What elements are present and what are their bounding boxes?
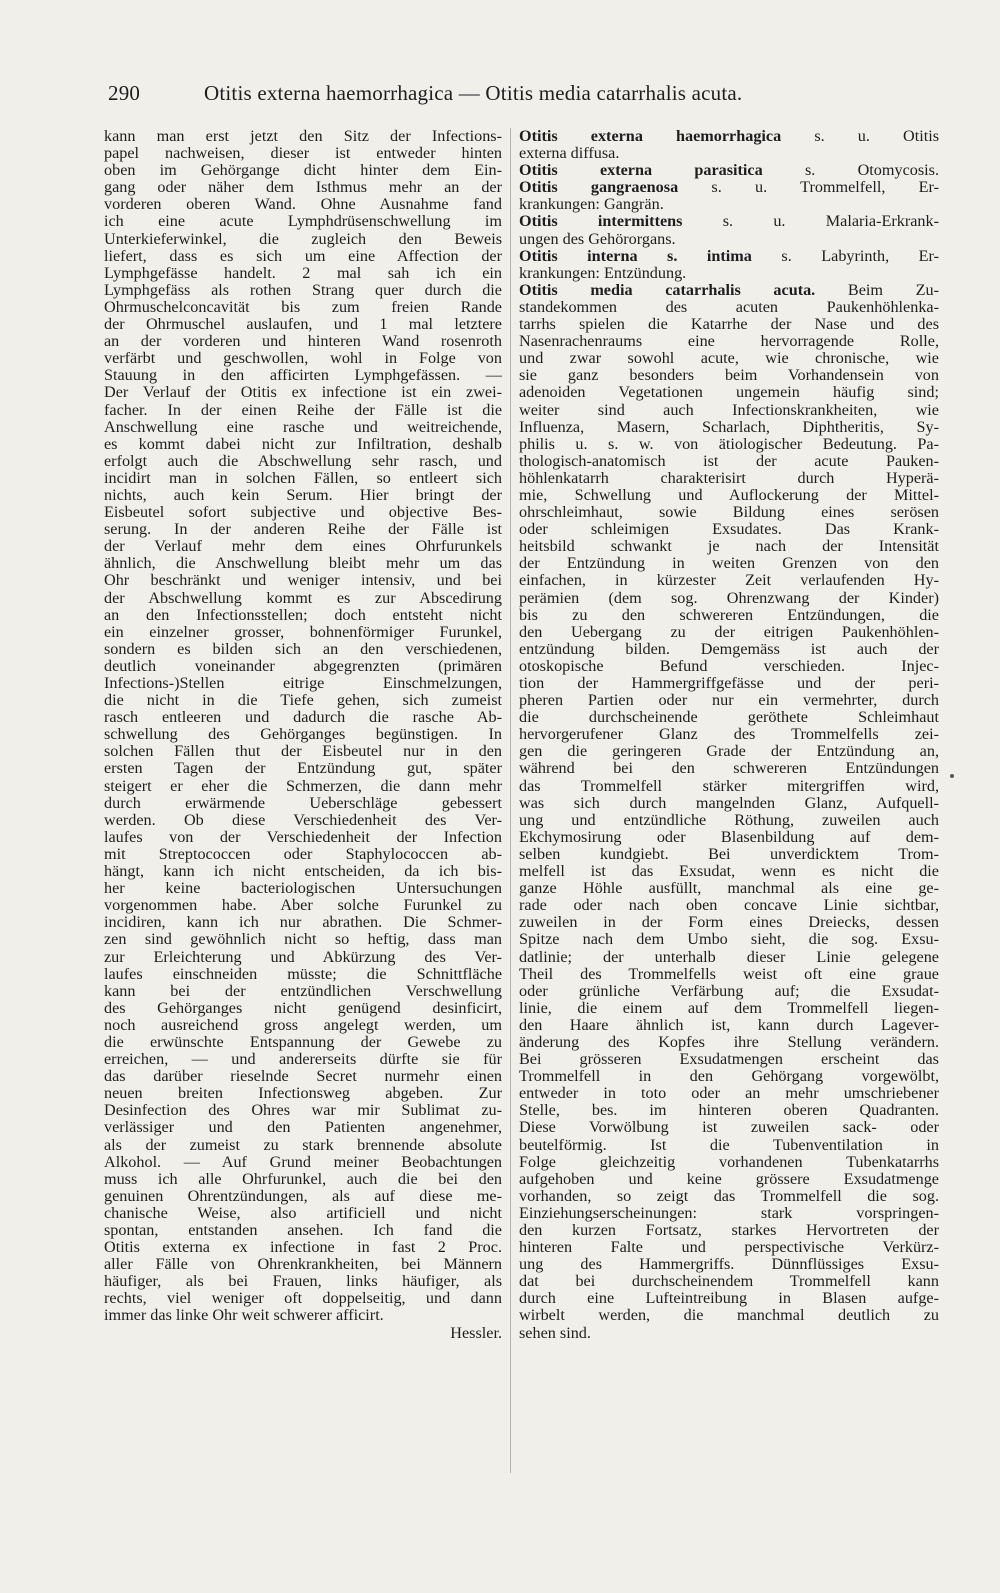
text-line xyxy=(519,402,939,419)
author-signature: Hessler. xyxy=(450,1323,502,1342)
entry-text: hervorgerufener Glanz des Trommelfells zei- xyxy=(519,725,939,744)
text-line: gang oder näher dem Isthmus mehr an der xyxy=(104,178,502,197)
entry-text: dat bei durchscheinendem Trommelfell kann xyxy=(519,1272,939,1291)
text-line: steigert er eher die Schmerzen, die dann mehr xyxy=(104,776,502,795)
text-line xyxy=(519,760,939,777)
text-line: Otitis externa ex infectione in fast 2 Proc. xyxy=(104,1238,502,1257)
entry-text: ung des Hammergriffs. Dünnflüssiges Exsu- xyxy=(519,1255,939,1274)
entry-text: oder schleimigen Exsudates. Das Krank- xyxy=(519,520,939,539)
entry-text: linie, die einem auf dem Trommelfell liegen- xyxy=(519,998,939,1017)
text-line: papel nachweisen, dieser ist entweder hinten xyxy=(104,144,502,163)
text-line: zur Erleichterung und Abkürzung des Ver- xyxy=(104,947,502,966)
text-line: muss ich alle Ohrfurunkel, auch die bei den xyxy=(104,1169,502,1188)
text-line xyxy=(519,897,939,914)
text-line xyxy=(519,829,939,846)
entry-text: Ekchymosirung oder Blasenbildung auf dem- xyxy=(519,827,939,846)
entry-text: vorhanden, so zeigt das Trommelfell die sog. xyxy=(519,1186,939,1205)
entry-line xyxy=(519,128,939,145)
text-line xyxy=(519,1222,939,1239)
entry-text: rade oder nach oben concave Linie sichtbar, xyxy=(519,896,939,915)
text-line: Anschwellung eine rasche und weitreichende, xyxy=(104,417,502,436)
entry-text: Spitze nach dem Umbo sieht, die sog. Exsu- xyxy=(519,930,939,949)
entry-text: Influenza, Masern, Scharlach, Diphtheritis, Sy- xyxy=(519,417,939,436)
text-line xyxy=(519,1137,939,1154)
text-line: kann man erst jetzt den Sitz der Infections- xyxy=(104,127,502,145)
entry-line xyxy=(519,213,939,230)
text-line xyxy=(519,521,939,538)
text-line: zen sind gewöhnlich nicht so heftig, dass man xyxy=(104,930,502,949)
entry-line xyxy=(519,179,939,196)
entry-text: otoskopische Befund verschieden. Injec- xyxy=(519,656,939,675)
entry-text: aufgehoben und keine grössere Exsudatmenge xyxy=(519,1169,939,1188)
text-line: vorderen oberen Wand. Ohne Ausnahme fand xyxy=(104,195,502,214)
entry-text: Folge gleichzeitig vorhandenen Tubenkatarrhs xyxy=(519,1152,939,1171)
entry-text: datlinie; der unterhalb dieser Linie gelegene xyxy=(519,947,939,966)
entry-text: gen die geringeren Grade der Entzündung an, xyxy=(519,742,939,761)
entry-text: tarrhs spielen die Katarrhe der Nase und des xyxy=(519,315,939,334)
entry-text: tion der Hammergriffgefässe und der peri- xyxy=(519,674,939,692)
entry-text: pheren Partien oder nur ein vermehrter, durch xyxy=(519,691,939,710)
text-line: als der zumeist zu stark brennende absolute xyxy=(104,1135,502,1154)
text-line xyxy=(519,1051,939,1068)
text-line: laufes von der Verschiedenheit der Infection xyxy=(104,827,502,846)
text-line: verlässiger und den Patienten angenehmer, xyxy=(104,1118,502,1137)
text-line: deutlich voneinander abgegrenzten (primären xyxy=(104,656,502,675)
entry-heading: Otitis gangraenosa xyxy=(519,178,679,197)
entry-text: s. Otomycosis. xyxy=(762,161,939,180)
text-line xyxy=(519,675,939,692)
entry-line xyxy=(519,282,939,299)
text-line: Lymphgefässe handelt. 2 mal sah ich ein xyxy=(104,263,502,282)
text-line xyxy=(519,1205,939,1222)
text-line: solchen Fällen thut der Eisbeutel nur in den xyxy=(104,742,502,761)
text-line: ersten Tagen der Entzündung gut, später xyxy=(104,759,502,778)
entry-text: Beim Zu- xyxy=(815,280,939,299)
text-line: es kommt dabei nicht zur Infiltration, deshalb xyxy=(104,434,502,453)
text-line xyxy=(519,914,939,931)
text-line: facher. In der einen Reihe der Fälle ist die xyxy=(104,400,502,419)
text-line: rechts, viel weniger oft doppelseitig, und dann xyxy=(104,1289,502,1308)
text-line xyxy=(519,333,939,350)
text-line: ein einzelner grosser, bohnenförmiger Furunkel, xyxy=(104,622,502,641)
page-number: 290 xyxy=(108,81,141,105)
entry-text: heitsbild schwankt je nach der Intensität xyxy=(519,537,939,556)
entry-heading: Otitis intermittens xyxy=(519,212,683,231)
text-line: das darüber rieselnde Secret nurmehr einen xyxy=(104,1067,502,1086)
entry-text: den kurzen Fortsatz, starkes Hervortreten der xyxy=(519,1221,939,1239)
text-line xyxy=(519,1102,939,1119)
text-line xyxy=(519,1171,939,1188)
text-line: chanische Weise, also artificiell und nicht xyxy=(104,1203,502,1222)
text-line xyxy=(519,931,939,948)
entry-text: durch eine Lufteintreibung in Blasen aufge- xyxy=(519,1289,939,1308)
entry-text: beutelförmig. Ist die Tubenventilation in xyxy=(519,1135,939,1154)
print-speck xyxy=(950,774,954,778)
text-line: incidirt man in solchen Fällen, so entleert sich xyxy=(104,468,502,487)
text-line: an den Infectionsstellen; doch entsteht nicht xyxy=(104,605,502,624)
text-line xyxy=(519,538,939,555)
entry-text: wirbelt werden, die manchmal deutlich zu xyxy=(519,1306,939,1325)
entry-text: der Entzündung in weiten Grenzen von den xyxy=(519,554,939,573)
text-line: aller Fälle von Ohrenkrankheiten, bei Männern xyxy=(104,1255,502,1274)
entry-text: thologisch-anatomisch ist der acute Pauken- xyxy=(519,451,939,470)
text-line xyxy=(519,795,939,812)
text-line xyxy=(519,863,939,880)
text-line xyxy=(519,1273,939,1290)
text-line: Infections-)Stellen eitrige Einschmelzungen, xyxy=(104,674,502,692)
text-line xyxy=(519,983,939,1000)
text-line xyxy=(519,692,939,709)
text-line xyxy=(519,487,939,504)
entry-text: Trommelfell in den Gehörgang vorgewölbt, xyxy=(519,1067,939,1086)
text-line xyxy=(519,1325,939,1342)
entry-heading: Otitis externa haemorrhagica xyxy=(519,127,782,145)
text-line xyxy=(519,572,939,589)
entry-text: krankungen: Entzündung. xyxy=(519,263,687,282)
text-line: serung. In der anderen Reihe der Fälle ist xyxy=(104,520,502,539)
entry-text: den Uebergang zu der eitrigen Paukenhöhlen- xyxy=(519,622,939,641)
text-line xyxy=(519,1000,939,1017)
text-line xyxy=(519,743,939,760)
text-line: noch ausreichend gross angelegt werden, um xyxy=(104,1015,502,1034)
text-line xyxy=(519,1017,939,1034)
text-line: schwellung des Gehörganges begünstigen. In xyxy=(104,725,502,744)
entry-text: Nasenrachenraums eine hervorragende Rolle, xyxy=(519,332,939,351)
text-line: neuen breiten Infectionsweg abgeben. Zur xyxy=(104,1084,502,1103)
entry-text: Bei grösseren Exsudatmengen erscheint das xyxy=(519,1050,939,1069)
text-line: her keine bacteriologischen Untersuchungen xyxy=(104,879,502,898)
entry-text: weiter sind auch Infectionskrankheiten, wie xyxy=(519,400,939,419)
text-line: der Ohrmuschel auslaufen, und 1 mal letztere xyxy=(104,315,502,334)
text-line xyxy=(519,812,939,829)
text-line: Der Verlauf der Otitis ex infectione ist ein zwei- xyxy=(104,383,502,402)
entry-text: selben kundgiebt. Bei unverdicktem Trom- xyxy=(519,844,939,863)
text-line xyxy=(519,145,939,162)
text-line xyxy=(519,504,939,521)
text-line: oben im Gehörgange dicht hinter dem Ein- xyxy=(104,161,502,180)
text-line xyxy=(519,265,939,282)
text-line xyxy=(519,299,939,316)
text-line: durch erwärmende Ueberschläge gebessert xyxy=(104,793,502,812)
text-line: die erwünschte Entspannung der Gewebe zu xyxy=(104,1032,502,1051)
text-line: Unterkieferwinkel, die zugleich den Beweis xyxy=(104,229,502,248)
entry-text: melfell ist das Exsudat, wenn es nicht die xyxy=(519,862,939,881)
text-line xyxy=(519,316,939,333)
text-line xyxy=(519,453,939,470)
text-line: die nicht in die Tiefe gehen, sich zumeist xyxy=(104,691,502,710)
entry-text: Stelle, bes. im hinteren oberen Quadranten. xyxy=(519,1101,939,1120)
text-line: rasch entleeren und dadurch die rasche Ab- xyxy=(104,708,502,727)
text-line: hängt, kann ich nicht entscheiden, da ich bis- xyxy=(104,862,502,881)
entry-text: s. u. Otitis xyxy=(781,127,940,145)
text-line: der Verlauf mehr dem eines Ohrfurunkels xyxy=(104,537,502,556)
text-line xyxy=(519,196,939,213)
entry-text: und zwar sowohl acute, wie chronische, wie xyxy=(519,349,939,368)
entry-text: das Trommelfell stärker mitergriffen wird, xyxy=(519,776,939,795)
entry-text: entweder in toto oder an mehr umschriebener xyxy=(519,1084,939,1103)
entry-text: s. u. Malaria-Erkrank- xyxy=(682,212,939,231)
left-column xyxy=(104,128,502,1342)
text-line xyxy=(519,1239,939,1256)
entry-text: sehen sind. xyxy=(519,1323,591,1342)
text-line xyxy=(519,949,939,966)
text-line xyxy=(519,1188,939,1205)
text-line xyxy=(519,1085,939,1102)
text-line xyxy=(519,966,939,983)
text-line xyxy=(519,1119,939,1136)
text-line: spontan, entstanden ansehen. Ich fand die xyxy=(104,1221,502,1239)
text-line xyxy=(519,1068,939,1085)
entry-text: den Haare ähnlich ist, kann durch Lagever- xyxy=(519,1015,939,1034)
entry-text: philis u. s. w. von ätiologischer Bedeutung. Pa- xyxy=(519,434,939,453)
entry-line xyxy=(519,248,939,265)
entry-heading: Otitis externa parasitica xyxy=(519,161,763,180)
text-line: sondern es bilden sich an den verschiedenen, xyxy=(104,639,502,658)
text-line: genuinen Ohrentzündungen, als auf diese me- xyxy=(104,1186,502,1205)
entry-text: oder grünliche Verfärbung auf; die Exsudat- xyxy=(519,981,939,1000)
text-line xyxy=(519,555,939,572)
entry-text: entzündung bilden. Demgemäss ist auch der xyxy=(519,639,939,658)
text-line: Lymphgefäss als rothen Strang quer durch die xyxy=(104,280,502,299)
column-divider xyxy=(510,128,511,1473)
entry-text: adenoiden Vegetationen ungemein häufig sind; xyxy=(519,383,939,402)
text-line xyxy=(519,419,939,436)
entry-text: Theil des Trommelfells weist oft eine graue xyxy=(519,964,939,983)
entry-text: während bei den schwereren Entzündungen xyxy=(519,759,939,778)
text-line xyxy=(519,607,939,624)
text-line: ähnlich, die Anschwellung bleibt mehr um das xyxy=(104,554,502,573)
entry-text: perämien (dem sog. Ohrenzwang der Kinder) xyxy=(519,588,939,607)
entry-text: was sich durch mangelnden Glanz, Aufquell- xyxy=(519,793,939,812)
text-line xyxy=(519,709,939,726)
text-line xyxy=(519,1290,939,1307)
text-line: nichts, auch kein Serum. Hier bringt der xyxy=(104,485,502,504)
text-line: ich eine acute Lymphdrüsenschwellung im xyxy=(104,212,502,231)
text-line xyxy=(519,778,939,795)
entry-text: s. u. Trommelfell, Er- xyxy=(678,178,940,197)
entry-text: mie, Schwellung und Auflockerung der Mittel- xyxy=(519,485,939,504)
text-line: an der vorderen und hinteren Wand rosenroth xyxy=(104,332,502,351)
entry-line xyxy=(519,162,939,179)
entry-text: ung und entzündliche Röthung, zuweilen auch xyxy=(519,810,939,829)
text-line xyxy=(519,624,939,641)
text-line: mit Streptococcen oder Staphylococcen ab- xyxy=(104,844,502,863)
text-line xyxy=(519,470,939,487)
entry-text: krankungen: Gangrän. xyxy=(519,195,664,214)
text-line xyxy=(519,726,939,743)
entry-text: Einziehungserscheinungen: stark vorspringen- xyxy=(519,1203,939,1222)
entry-text: ohrschleimhaut, sowie Bildung eines serösen xyxy=(519,503,939,522)
text-line xyxy=(519,1307,939,1324)
text-line: incidiren, kann ich nur abrathen. Die Schmer- xyxy=(104,913,502,932)
text-line: verfärbt und geschwollen, wohl in Folge von xyxy=(104,349,502,368)
text-line xyxy=(519,1256,939,1273)
text-line xyxy=(519,350,939,367)
text-line: häufiger, als bei Frauen, links häufiger, als xyxy=(104,1272,502,1291)
entry-text: externa diffusa. xyxy=(519,144,620,163)
entry-text: sie ganz besonders beim Vorhandensein von xyxy=(519,366,939,385)
running-title: Otitis externa haemorrhagica — Otitis media catarrhalis acuta. xyxy=(204,81,743,105)
text-line xyxy=(519,436,939,453)
entry-text: s. Labyrinth, Er- xyxy=(751,246,939,265)
text-line: laufes einschneiden müsste; die Schnittfläche xyxy=(104,964,502,983)
text-line: erreichen, — und andererseits dürfte sie für xyxy=(104,1050,502,1069)
entry-text: die durchscheinende geröthete Schleimhaut xyxy=(519,708,939,727)
text-line xyxy=(519,384,939,401)
entry-text: hinteren Falte und perspectivische Verkürz- xyxy=(519,1238,939,1257)
entry-text: Diese Vorwölbung ist zuweilen sack- oder xyxy=(519,1118,939,1137)
right-column xyxy=(519,128,939,1342)
text-line: Eisbeutel sofort subjective und objective Bes- xyxy=(104,503,502,522)
text-line: immer das linke Ohr weit schwerer afficirt. xyxy=(104,1306,384,1325)
entry-heading: Otitis interna s. intima xyxy=(519,246,752,265)
text-line: werden. Ob diese Verschiedenheit des Ver- xyxy=(104,810,502,829)
text-line xyxy=(519,880,939,897)
text-line xyxy=(519,1154,939,1171)
text-line xyxy=(519,367,939,384)
entry-heading: Otitis media catarrhalis acuta. xyxy=(519,280,816,299)
entry-text: ungen des Gehörorgans. xyxy=(519,229,676,248)
entry-text: einfachen, in kürzester Zeit verlaufenden Hy- xyxy=(519,571,939,590)
text-line: Desinfection des Ohres war mir Sublimat zu- xyxy=(104,1101,502,1120)
text-line: Stauung in den afficirten Lymphgefässen. — xyxy=(104,366,502,385)
text-line xyxy=(519,641,939,658)
text-line: Ohrmuschelconcavität bis zum freien Rande xyxy=(104,297,502,316)
text-line: Ohr beschränkt und weniger intensiv, und bei xyxy=(104,571,502,590)
entry-text: zuweilen in der Form eines Dreiecks, dessen xyxy=(519,913,939,932)
entry-text: ganze Höhle ausfüllt, manchmal als eine ge- xyxy=(519,879,939,898)
text-line: des Gehörganges nicht genügend desinficirt, xyxy=(104,998,502,1017)
text-line xyxy=(519,590,939,607)
page-header xyxy=(108,78,828,108)
text-line: liefert, dass es sich um eine Affection der xyxy=(104,246,502,265)
text-line xyxy=(519,1034,939,1051)
entry-text: änderung des Kopfes ihre Stellung verändern. xyxy=(519,1032,939,1051)
text-line xyxy=(519,231,939,248)
entry-text: standekommen des acuten Paukenhöhlenka- xyxy=(519,297,939,316)
text-line: vorgenommen habe. Aber solche Furunkel zu xyxy=(104,896,502,915)
text-line: kann bei der entzündlichen Verschwellung xyxy=(104,981,502,1000)
text-line xyxy=(519,846,939,863)
text-line: erfolgt auch die Abschwellung sehr rasch, und xyxy=(104,451,502,470)
text-line: der Abschwellung kommt es zur Abscedirung xyxy=(104,588,502,607)
entry-text: höhlenkatarrh charakterisirt durch Hyperä- xyxy=(519,468,939,487)
text-line: Alkohol. — Auf Grund meiner Beobachtungen xyxy=(104,1152,502,1171)
entry-text: bis zu den schwereren Entzündungen, die xyxy=(519,605,939,624)
text-line xyxy=(519,658,939,675)
